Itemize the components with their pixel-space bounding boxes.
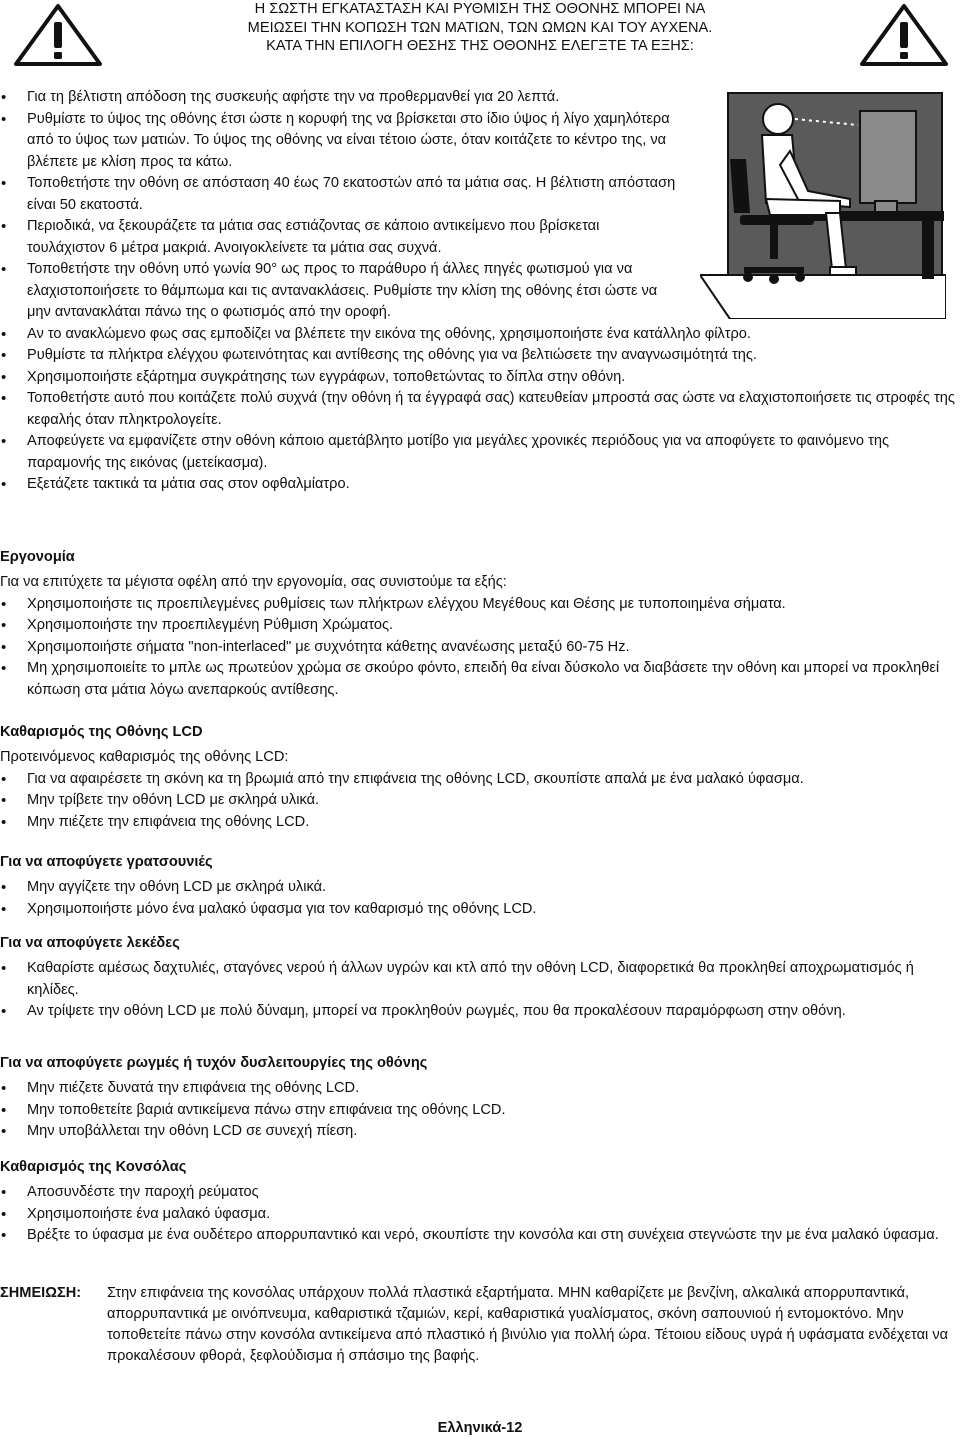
list-item: • Μην τοποθετείτε βαριά αντικείμενα πάνω στην επιφάνεια της οθόνης LCD. — [0, 1100, 960, 1122]
header-line: Η ΣΩΣΤΗ ΕΓΚΑΤΑΣΤΑΣΗ ΚΑΙ ΡΥΘΜΙΣΗ ΤΗΣ ΟΘΟΝΗΣ ΜΠΟΡΕΙ ΝΑ — [254, 1, 706, 17]
ergonomics-list — [0, 594, 960, 702]
section-intro: Προτεινόμενος καθαρισμός της οθόνης LCD: — [0, 749, 289, 765]
list-item: • Καθαρίστε αμέσως δαχτυλιές, σταγόνες νερού ή άλλων υγρών και κτλ από την οθόνη LCD, διαφορετικά θα προκληθεί αποχρωματισμός ή κηλίδες. — [0, 958, 960, 1001]
list-item: • Χρησιμοποιήστε μόνο ένα μαλακό ύφασμα για τον καθαρισμό της οθόνης LCD. — [0, 899, 960, 921]
stains-section — [0, 933, 960, 1023]
list-item: • Τοποθετήστε την οθόνη σε απόσταση 40 έως 70 εκατοστών από τα μάτια σας. Η βέλτιστη απόσταση είναι 50 εκατοστά. — [0, 173, 677, 216]
scratches-section — [0, 852, 960, 920]
section-heading: Καθαρισμός της Οθόνης LCD — [0, 724, 203, 740]
list-item: • Για να αφαιρέσετε τη σκόνη κα τη βρωμιά από την επιφάνεια της οθόνης LCD, σκουπίστε απαλά με ένα μαλακό ύφασμα. — [0, 769, 960, 791]
section-heading: Για να αποφύγετε γρατσουνιές — [0, 854, 213, 870]
list-item: • Αν τρίψετε την οθόνη LCD με πολύ δύναμη, μπορεί να προκληθούν ρωγμές, που θα προκαλέσουν παραμόρφωση στην οθόνη. — [0, 1001, 960, 1023]
header-line: ΚΑΤΑ ΤΗΝ ΕΠΙΛΟΓΗ ΘΕΣΗΣ ΤΗΣ ΟΘΟΝΗΣ ΕΛΕΓΞΤΕ ΤΑ ΕΞΗΣ: — [266, 38, 694, 54]
section-heading: Εργονομία — [0, 549, 75, 565]
section-intro: Για να επιτύχετε τα μέγιστα οφέλη από την εργονομία, σας συνιστούμε τα εξής: — [0, 574, 507, 590]
list-item: • Χρησιμοποιήστε σήματα "non-interlaced" με συχνότητα κάθετης ανανέωσης μεταξύ 60-75 Hz. — [0, 637, 960, 659]
stains-list — [0, 958, 960, 1023]
list-item: • Αν το ανακλώμενο φως σας εμποδίζει να βλέπετε την εικόνα της οθόνης, χρησιμοποιήστε ένα κατάλληλο φίλτρο. — [0, 324, 960, 346]
list-item: • Χρησιμοποιήστε τις προεπιλεγμένες ρυθμίσεις των πλήκτρων ελέγχου Μεγέθους και Θέσης με τυποποιημένα σήματα. — [0, 594, 960, 616]
list-item: • Εξετάζετε τακτικά τα μάτια σας στον οφθαλμίατρο. — [0, 474, 960, 496]
header-line: ΜΕΙΩΣΕΙ ΤΗΝ ΚΟΠΩΣΗ ΤΩΝ ΜΑΤΙΩΝ, ΤΩΝ ΩΜΩΝ ΚΑΙ ΤΟΥ ΑΥΧΕΝΑ. — [247, 19, 713, 36]
list-item: • Μην αγγίζετε την οθόνη LCD με σκληρά υλικά. — [0, 877, 960, 899]
console-cleaning-section — [0, 1157, 960, 1247]
list-item: • Τοποθετήστε αυτό που κοιτάζετε πολύ συχνά (την οθόνη ή τα έγγραφά σας) κατευθείαν μπροστά σας ώστε να ελαχιστοποιήσετε τις στροφές της κεφαλής όταν πληκτρολογείτε. — [0, 388, 960, 431]
list-item: • Βρέξτε το ύφασμα με ένα ουδέτερο απορρυπαντικό και νερό, σκουπίστε την κονσόλα και στη συνέχεια στεγνώστε την με ένα μαλακό ύφασμα. — [0, 1225, 960, 1247]
page-number: Ελληνικά-12 — [437, 1420, 523, 1436]
section-heading: Για να αποφύγετε λεκέδες — [0, 935, 180, 951]
warning-header — [110, 0, 850, 56]
section-heading: Για να αποφύγετε ρωγμές ή τυχόν δυσλειτουργίες της οθόνης — [0, 1055, 428, 1071]
lcd-cleaning-list — [0, 769, 960, 834]
list-item: • Τοποθετήστε την οθόνη υπό γωνία 90° ως προς το παράθυρο ή άλλες πηγές φωτισμού για να ελαχιστοποιήσετε το θάμπωμα και τις αντανακλάσεις. Ρυθμίστε την κλίση της οθόνης έτσι ώστε να μην αντανακλάται πάνω της ο φωτισμός από την οροφή. — [0, 259, 677, 324]
list-item: • Αποσυνδέστε την παροχή ρεύματος — [0, 1182, 960, 1204]
note-text: Στην επιφάνεια της κονσόλας υπάρχουν πολλά πλαστικά εξαρτήματα. ΜΗΝ καθαρίζετε με βενζίνη, αλκαλικά απορρυπαντικά, απορρυπαντικά με οινόπνευμα, καθαριστικά τζαμιών, κερί, καθαριστικά γυαλίσματος, σκόνη σαπουνιού ή εντομοκτόνο. Μην τοποθετείτε πάνω στην κονσόλα αντικείμενα από πλαστικό ή βινύλιο για πολλή ώρα. Τέτοιου είδους υγρά ή υφάσματα ενδέχεται να προκαλέσουν φθορά, ξεφλούδισμα ή σπάσιμο της βαφής. — [107, 1285, 949, 1364]
list-item: • Για τη βέλτιστη απόδοση της συσκευής αφήστε την να προθερμανθεί για 20 λεπτά. — [0, 87, 677, 109]
scratches-list — [0, 877, 960, 920]
list-item: • Ρυθμίστε τα πλήκτρα ελέγχου φωτεινότητας και αντίθεσης της οθόνης για να βελτιώσετε την αναγνωσιμότητά της. — [0, 345, 960, 367]
list-item: • Χρησιμοποιήστε την προεπιλεγμένη Ρύθμιση Χρώματος. — [0, 615, 960, 637]
list-item: • Μην πιέζετε την επιφάνεια της οθόνης LCD. — [0, 812, 960, 834]
warning-triangle-icon — [858, 2, 950, 68]
note-label: ΣΗΜΕΙΩΣΗ: — [0, 1285, 82, 1301]
list-item: • Χρησιμοποιήστε εξάρτημα συγκράτησης των εγγράφων, τοποθετώντας το δίπλα στην οθόνη. — [0, 367, 960, 389]
ergonomics-section — [0, 547, 960, 701]
list-item: • Ρυθμίστε το ύψος της οθόνης έτσι ώστε η κορυφή της να βρίσκεται στο ίδιο ύψος ή λίγο χαμηλότερα από το ύψος των ματιών. Το ύψος της οθόνης να είναι τέτοιο ώστε, όταν κοιτάζετε το κέντρο της, να βλέπετε με κλίση προς τα κάτω. — [0, 109, 677, 174]
cracks-section — [0, 1053, 960, 1143]
list-item: • Μη χρησιμοποιείτε το μπλε ως πρωτεύον χρώμα σε σκούρο φόντο, επειδή θα είναι δύσκολο να διαβάσετε την οθόνη και μπορεί να προκληθεί κόπωση στα μάτια λόγω ανεπαρκούς αντίθεσης. — [0, 658, 960, 701]
list-item: • Αποφεύγετε να εμφανίζετε στην οθόνη κάποιο αμετάβλητο μοτίβο για μεγάλες χρονικές περιόδους για να αποφύγετε το φαινόμενο της παραμονής της εικόνας (μετείκασμα). — [0, 431, 960, 474]
list-item: • Περιοδικά, να ξεκουράζετε τα μάτια σας εστιάζοντας σε κάποιο αντικείμενο που βρίσκεται τουλάχιστον 6 μέτρα μακριά. Ανοιγοκλείνετε τα μάτια σας συχνά. — [0, 216, 677, 259]
list-item: • Μην τρίβετε την οθόνη LCD με σκληρά υλικά. — [0, 790, 960, 812]
section-heading: Καθαρισμός της Κονσόλας — [0, 1159, 187, 1175]
console-list — [0, 1182, 960, 1247]
list-item: • Μην πιέζετε δυνατά την επιφάνεια της οθόνης LCD. — [0, 1078, 960, 1100]
warning-triangle-icon — [12, 2, 104, 68]
list-item: • Χρησιμοποιήστε ένα μαλακό ύφασμα. — [0, 1204, 960, 1226]
cracks-list — [0, 1078, 960, 1143]
list-item: • Μην υποβάλλεται την οθόνη LCD σε συνεχή πίεση. — [0, 1121, 960, 1143]
lcd-cleaning-section — [0, 722, 960, 833]
setup-tips-list — [0, 87, 960, 496]
